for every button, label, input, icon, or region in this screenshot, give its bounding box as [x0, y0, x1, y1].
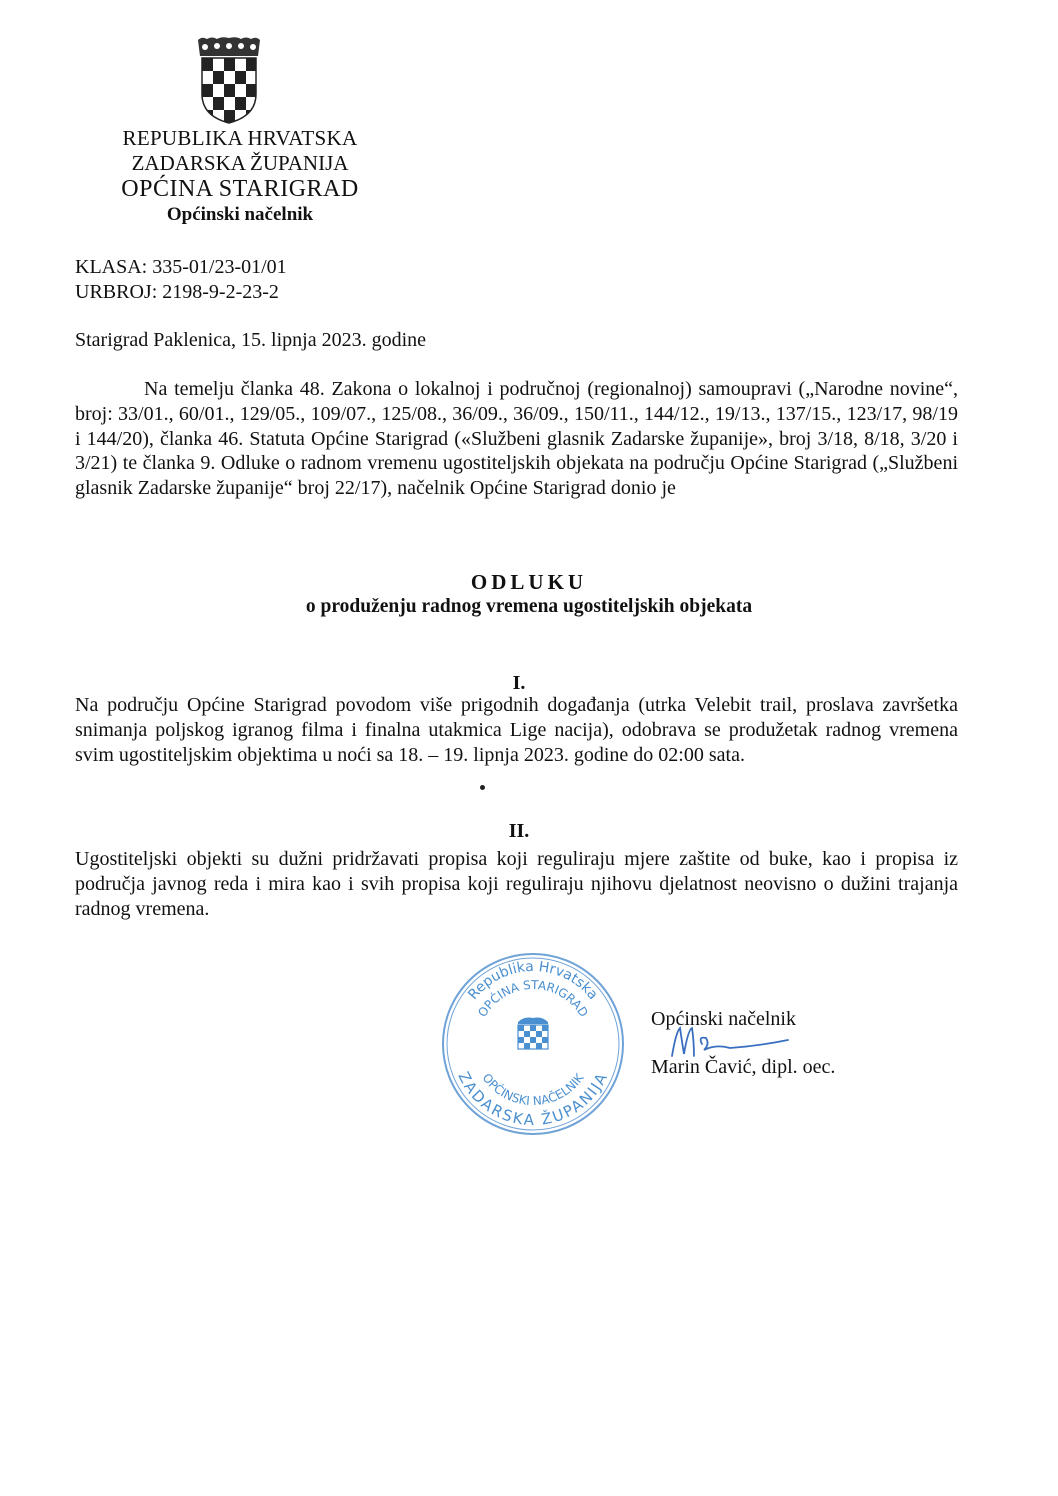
header-republic: REPUBLIKA HRVATSKA [122, 126, 358, 150]
klasa-reference: KLASA: 335-01/23-01/01 [75, 256, 287, 278]
scan-dot [480, 785, 485, 790]
place-date: Starigrad Paklenica, 15. lipnja 2023. godine [75, 329, 427, 351]
official-stamp-seal [438, 950, 628, 1138]
intro-paragraph: Na temelju članka 48. Zakona o lokalnoj i područnoj (regionalnoj) samoupravi („Narodne novine“, broj: 33/01., 60/01., 129/05., 109/07., 125/08., 36/09., 36/09., 150/11., 144/12., 19/13., 137/15., 123/17, 98/19 i 144/20), članka 46. Statuta Općine Starigrad («Službeni glasnik Zadarske županije», broj 3/18, 8/18, 3/20 i 3/21) te članka 9. Odluke o radnom vremenu ugostiteljskih objekata na području Općine Starigrad („Službeni glasnik Zadarske županije“ broj 22/17), načelnik Općine Starigrad donio je [75, 378, 958, 500]
signer-name: Marin Čavić, dipl. oec. [651, 1056, 836, 1078]
header-municipality: OPĆINA STARIGRAD [121, 176, 359, 202]
croatian-coat-of-arms-icon [196, 36, 262, 124]
header-office: Općinski načelnik [166, 204, 314, 225]
article-2-number: II. [508, 820, 530, 842]
urbroj-reference: URBROJ: 2198-9-2-23-2 [75, 281, 279, 303]
header-county: ZADARSKA ŽUPANIJA [131, 151, 349, 175]
article-1-text: Na području Općine Starigrad povodom više prigodnih događanja (utrka Velebit trail, proslava završetka snimanja poljskog igranog filma i finalna utakmica Lige nacija), odobrava se produžetak radnog vremena svim ugostiteljskim objektima u noći sa 18. – 19. lipnja 2023. godine do 02:00 sata. [75, 694, 958, 766]
decision-title: ODLUKU [470, 570, 588, 594]
svg-text:OPĆINSKI NAČELNIK: OPĆINSKI NAČELNIK [479, 1070, 587, 1109]
article-2-text: Ugostiteljski objekti su dužni pridržavati propisa koji reguliraju mjere zaštite od buke, kao i propisa iz područja javnog reda i mira kao i svih propisa koji reguliraju njihovu djelatnost neovisno o dužini trajanja radnog vremena. [75, 848, 958, 920]
svg-text:ZADARSKA ŽUPANIJA: ZADARSKA ŽUPANIJA [454, 1068, 612, 1130]
svg-text:Republika Hrvatska: Republika Hrvatska [465, 958, 601, 1003]
signer-title: Općinski načelnik [651, 1008, 796, 1030]
article-1-number: I. [512, 672, 526, 694]
decision-subtitle: o produženju radnog vremena ugostiteljskih objekata [305, 596, 753, 617]
svg-text:OPĆINA STARIGRAD: OPĆINA STARIGRAD [475, 977, 591, 1020]
